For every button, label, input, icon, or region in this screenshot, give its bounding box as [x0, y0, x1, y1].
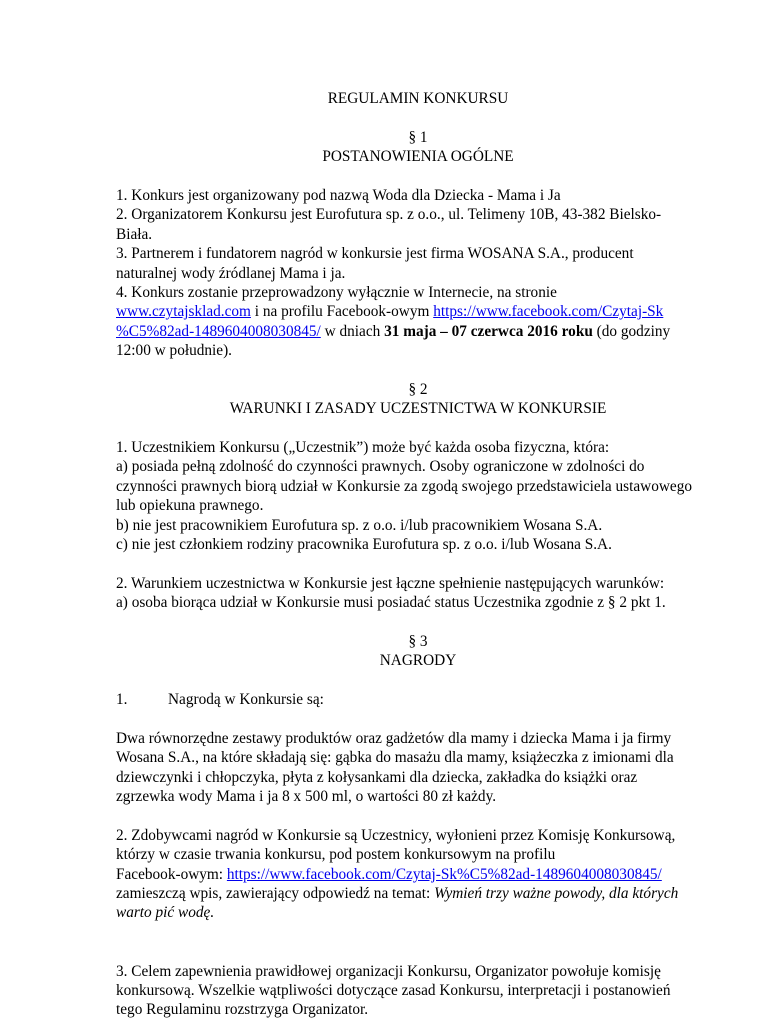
section-3-heading: NAGRODY — [379, 652, 457, 670]
s2-line-8: a) osoba biorąca udział w Konkursie musi posiadać status Uczestnika zgodnie z § 2 pkt 1. — [116, 594, 666, 612]
s3-p3-line-1: 3. Celem zapewnienia prawidłowej organizacji Konkursu, Organizator powołuje komisję — [116, 962, 661, 980]
s3-p1-line-3: dziewczynki i chłopczyka, płyta z kołysankami dla dziecka, zakładka do książki oraz — [116, 768, 638, 786]
section-2-heading: WARUNKI I ZASADY UCZESTNICTWA W KONKURSIE — [229, 400, 607, 418]
section-2-sign: § 2 — [408, 380, 428, 398]
contest-question: Wymień trzy ważne powody, dla których — [434, 885, 679, 903]
section-1-heading: POSTANOWIENIA OGÓLNE — [322, 148, 514, 166]
facebook-profile-link[interactable]: https://www.facebook.com/Czytaj-Sk%C5%82ad-1489604008030845/ — [226, 865, 662, 883]
s1-line-5: naturalnej wody źródlanej Mama i ja. — [116, 264, 346, 282]
s2-line-5: b) nie jest pracownikiem Eurofutura sp. z o.o. i/lub pracownikiem Wosana S.A. — [116, 516, 603, 534]
contest-question-end: warto pić wodę. — [116, 904, 215, 922]
s3-p1-line-1: Dwa równorzędne zestawy produktów oraz gadżetów dla mamy i dziecka Mama i ja firmy — [116, 729, 672, 747]
s3-item-1-number: 1. — [116, 691, 128, 709]
s1-line-2: 2. Organizatorem Konkursu jest Eurofutura sp. z o.o., ul. Telimeny 10B, 43-382 Bielsko- — [116, 206, 662, 224]
s1-line-9: 12:00 w południe). — [116, 342, 232, 360]
s3-item-1-text: Nagrodą w Konkursie są: — [168, 691, 324, 709]
s2-line-7: 2. Warunkiem uczestnictwa w Konkursie jest łączne spełnienie następujących warunków: — [116, 574, 665, 592]
s3-p3-line-2: konkursową. Wszelkie wątpliwości dotyczące zasad Konkursu, interpretacji i postanowień — [116, 981, 671, 999]
s3-p2-line-2: którzy w czasie trwania konkursu, pod postem konkursowym na profilu — [116, 846, 556, 864]
s3-p1-line-4: zgrzewka wody Mama i ja 8 x 500 ml, o wartości 80 zł każdy. — [116, 788, 497, 806]
s3-item-1 — [116, 690, 720, 709]
section-1-sign: § 1 — [408, 128, 428, 146]
document-page — [116, 89, 720, 1020]
facebook-link-part-1[interactable]: https://www.facebook.com/Czytaj-Sk — [433, 303, 664, 321]
s3-p2-line-3 — [116, 865, 720, 884]
s3-p2-line-3-text: Facebook-owym: — [116, 865, 227, 883]
s3-p2-line-4-text: zamieszczą wpis, zawierający odpowiedź na temat: — [116, 885, 435, 903]
s1-line-7 — [116, 302, 720, 321]
s1-line-1: 1. Konkurs jest organizowany pod nazwą Woda dla Dziecka - Mama i Ja — [116, 186, 561, 204]
s1-line-8-text: w dniach — [320, 322, 385, 340]
s1-line-6: 4. Konkurs zostanie przeprowadzony wyłącznie w Internecie, na stronie — [116, 283, 557, 301]
facebook-link-part-2[interactable]: %C5%82ad-1489604008030845/ — [116, 322, 321, 340]
site-link[interactable]: www.czytajsklad.com — [116, 303, 251, 321]
s2-line-2: a) posiada pełną zdolność do czynności prawnych. Osoby ograniczone w zdolności do — [116, 458, 645, 476]
s1-line-7-text: i na profilu Facebook-owym — [250, 303, 434, 321]
document-title: REGULAMIN KONKURSU — [327, 90, 509, 107]
s1-line-3: Biała. — [116, 225, 153, 243]
s2-line-4: lub opiekuna prawnego. — [116, 497, 264, 515]
s2-line-3: czynności prawnych biorą udział w Konkursie za zgodą swojego przedstawiciela ustawowego — [116, 477, 692, 495]
contest-dates: 31 maja – 07 czerwca 2016 roku — [384, 322, 593, 340]
s1-line-8 — [116, 322, 720, 341]
s2-line-6: c) nie jest członkiem rodziny pracownika Eurofutura sp. z o.o. i/lub Wosana S.A. — [116, 535, 612, 553]
s2-line-1: 1. Uczestnikiem Konkursu („Uczestnik”) może być każda osoba fizyczna, która: — [116, 439, 610, 457]
section-3-sign: § 3 — [408, 632, 428, 650]
s3-p2-line-4 — [116, 884, 720, 903]
s3-p2-line-5 — [116, 903, 720, 922]
s3-p3-line-3: tego Regulaminu rozstrzyga Organizator. — [116, 1001, 369, 1019]
s1-line-8-end: (do godziny — [592, 322, 671, 340]
s1-line-4: 3. Partnerem i fundatorem nagród w konkursie jest firma WOSANA S.A., producent — [116, 245, 634, 263]
s3-p2-line-1: 2. Zdobywcami nagród w Konkursie są Uczestnicy, wyłonieni przez Komisję Konkursową, — [116, 826, 676, 844]
s3-p1-line-2: Wosana S.A., na które składają się: gąbka do masażu dla mamy, książeczka z imionami dla — [116, 749, 674, 767]
